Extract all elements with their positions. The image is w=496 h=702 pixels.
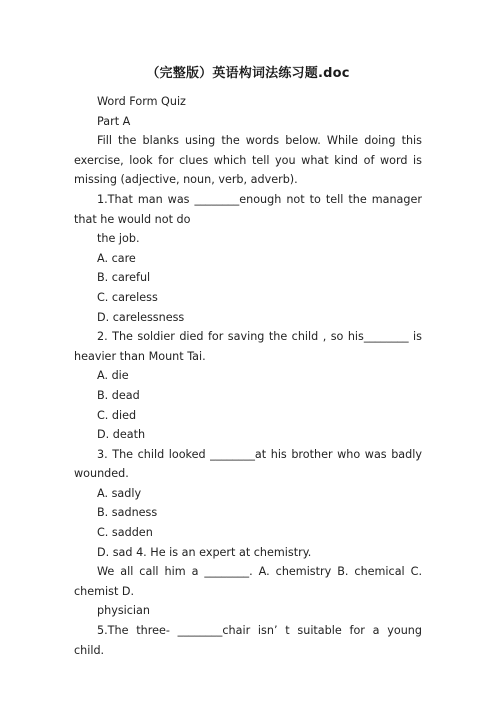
- document-title: （完整版）英语构词法练习题.doc: [146, 66, 350, 81]
- option-3c: C. sadden: [97, 526, 153, 540]
- option-2c: C. died: [97, 408, 137, 422]
- option-1d: D. carelessness: [97, 310, 185, 324]
- option-3a: A. sadly: [97, 486, 142, 500]
- option-1b: B. careful: [97, 271, 151, 285]
- option-3b: B. sadness: [97, 506, 158, 520]
- question-3: 3. The child looked ________at his brother who was badly wounded.: [74, 447, 422, 481]
- option-2a: A. die: [97, 369, 129, 383]
- question-1-continued: the job.: [97, 232, 140, 246]
- option-1c: C. careless: [97, 290, 158, 304]
- quiz-heading: Word Form Quiz: [97, 95, 186, 108]
- part-heading: Part A: [97, 114, 131, 128]
- option-2b: B. dead: [97, 388, 140, 402]
- option-2d: D. death: [97, 428, 146, 442]
- document-body: [74, 92, 422, 660]
- question-5: 5.The three- ________chair isn’ t suitable for a young child.: [74, 624, 422, 657]
- question-4-options: We all call him a ________. A. chemistry B. chemical C. chemist D.: [74, 565, 422, 598]
- question-2: 2. The soldier died for saving the child , so his________ is heavier than Mount Tai.: [74, 330, 422, 363]
- option-1a: A. care: [97, 251, 136, 265]
- question-1: 1.That man was ________enough not to tell the manager that he would not do: [74, 192, 422, 226]
- option-3d-question-4: D. sad 4. He is an expert at chemistry.: [97, 545, 312, 559]
- instructions: Fill the blanks using the words below. While doing this exercise, look for clues which tell you what kind of word is missing (adjective, noun, verb, adverb).: [74, 134, 422, 187]
- question-4-option-d: physician: [97, 604, 150, 618]
